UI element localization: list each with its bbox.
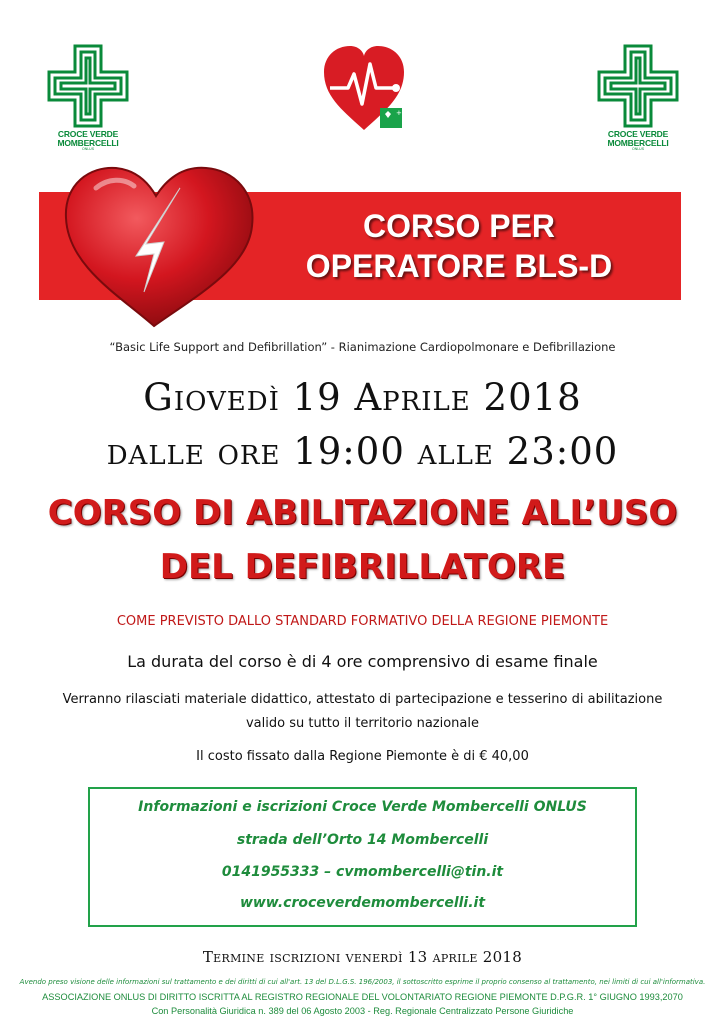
cost-text: Il costo fissato dalla Regione Piemonte è di € 40,00 bbox=[196, 749, 529, 764]
legal-consent: Avendo preso visione delle informazioni sul trattamento e dei diritti di cui all'art. 13 del D.L.G.S. 196/2003, il sottoscritto esprime il proprio consenso al trattamento, nei limiti di cui all'informativa. bbox=[19, 978, 706, 986]
legal-personality: Con Personalità Giuridica n. 389 del 06 Agosto 2003 - Reg. Regionale Centralizzato Persone Giuridiche bbox=[151, 1006, 574, 1016]
headline-line2: DEL DEFIBRILLATORE bbox=[159, 547, 566, 587]
logo-sub: ONLUS bbox=[631, 147, 645, 151]
headline-line1: CORSO DI ABILITAZIONE ALL’USO bbox=[47, 493, 678, 533]
event-date: Giovedì 19 Aprile 2018 bbox=[143, 376, 582, 419]
info-address: strada dell’Orto 14 Mombercelli bbox=[236, 832, 489, 848]
duration-text: La durata del corso è di 4 ore comprensivo di esame finale bbox=[127, 652, 598, 671]
materials-line2: valido su tutto il territorio nazionale bbox=[245, 716, 479, 731]
croce-verde-logo-right bbox=[597, 44, 679, 152]
event-time: dalle ore 19:00 alle 23:00 bbox=[106, 430, 619, 473]
heart-lightning-icon bbox=[62, 162, 258, 330]
logo-sub: ONLUS bbox=[81, 147, 95, 151]
dae-label: DAE bbox=[383, 128, 399, 135]
banner-title-line1: CORSO PER bbox=[362, 208, 556, 244]
dae-heart-icon bbox=[322, 44, 412, 139]
banner-title bbox=[249, 206, 669, 286]
banner-title-line2: OPERATORE BLS-D bbox=[305, 248, 613, 284]
info-box bbox=[88, 787, 637, 927]
info-contact[interactable]: 0141955333 – cvmombercelli@tin.it bbox=[221, 864, 504, 880]
materials-line1: Verranno rilasciati materiale didattico, attestato di partecipazione e tesserino di abilitazione bbox=[62, 692, 663, 707]
green-cross-icon bbox=[47, 44, 129, 128]
green-cross-icon bbox=[597, 44, 679, 128]
course-subtitle: “Basic Life Support and Defibrillation” - Rianimazione Cardiopolmonare e Defibrillazione bbox=[109, 340, 616, 354]
registration-deadline: Termine iscrizioni venerdì 13 aprile 2018 bbox=[202, 948, 523, 966]
info-heading: Informazioni e iscrizioni Croce Verde Mombercelli ONLUS bbox=[138, 799, 587, 815]
croce-verde-logo-left bbox=[47, 44, 129, 152]
standard-note: COME PREVISTO DALLO STANDARD FORMATIVO DELLA REGIONE PIEMONTE bbox=[116, 614, 609, 629]
info-website[interactable]: www.croceverdemombercelli.it bbox=[239, 895, 486, 911]
logo-name: CROCE VERDE MOMBERCELLI bbox=[57, 129, 119, 148]
legal-registration: ASSOCIAZIONE ONLUS DI DIRITTO ISCRITTA AL REGISTRO REGIONALE DEL VOLONTARIATO REGIONE PIEMONTE D.P.G.R. 1° GIUGNO 1993,2070 bbox=[42, 992, 683, 1002]
svg-text:+: + bbox=[396, 109, 402, 117]
logo-name: CROCE VERDE MOMBERCELLI bbox=[607, 129, 669, 148]
